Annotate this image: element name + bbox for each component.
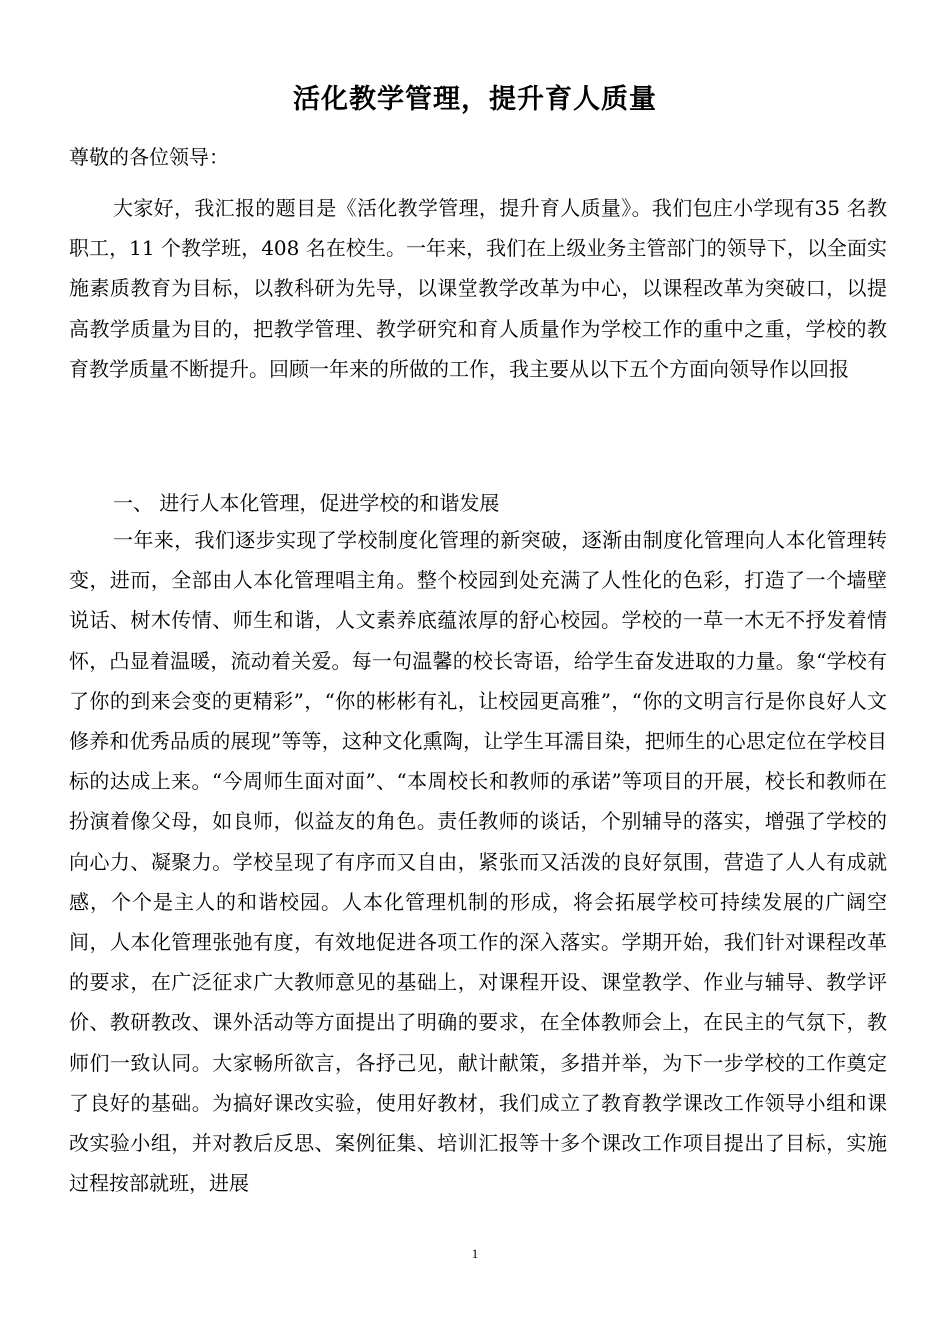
section-heading: 一、 进行人本化管理，促进学校的和谐发展	[113, 491, 500, 515]
document-title: 活化教学管理，提升育人质量	[293, 84, 657, 115]
salutation: 尊敬的各位领导：	[69, 145, 229, 169]
intro-paragraph: 大家好，我汇报的题目是《活化教学管理，提升育人质量》。我们包庄小学现有35 名教职工，11 个教学班，408 名在校生。一年来，我们在上级业务主管部门的领导下，以全面实施素质教育为目标，以教科研为先导，以课堂教学改革为中心，以课程改革为突破口，以提高教学质量为目的，把教学管理、教学研究和育人质量作为学校工作的重中之重，学校的教育教学质量不断提升。回顾一年来的所做的工作，我主要从以下五个方面向领导作以回报	[69, 196, 887, 381]
page-number: 1	[471, 1246, 479, 1261]
section-paragraph: 一年来，我们逐步实现了学校制度化管理的新突破，逐渐由制度化管理向人本化管理转变，进而，全部由人本化管理唱主角。整个校园到处充满了人性化的色彩，打造了一个墙壁说话、树木传情、师生和谐，人文素养底蕴浓厚的舒心校园。学校的一草一木无不抒发着情怀，凸显着温暖，流动着关爱。每一句温馨的校长寄语，给学生奋发进取的力量。象“学校有了你的到来会变的更精彩”，“你的彬彬有礼，让校园更高雅”，“你的文明言行是你良好人文修养和优秀品质的展现”等等，这种文化熏陶，让学生耳濡目染，把师生的心思定位在学校目标的达成上来。“今周师生面对面”、“本周校长和教师的承诺”等项目的开展，校长和教师在扮演着像父母，如良师，似益友的角色。责任教师的谈话，个别辅导的落实，增强了学校的向心力、凝聚力。学校呈现了有序而又自由，紧张而又活泼的良好氛围，营造了人人有成就感，个个是主人的和谐校园。人本化管理机制的形成，将会拓展学校可持续发展的广阔空间，人本化管理张弛有度，有效地促进各项工作的深入落实。学期开始，我们针对课程改革的要求，在广泛征求广大教师意见的基础上，对课程开设、课堂教学、作业与辅导、教学评价、教研教改、课外活动等方面提出了明确的要求，在全体教师会上，在民主的气氛下，教师们一致认同。大家畅所欲言，各抒己见，献计献策，多措并举，为下一步学校的工作奠定了良好的基础。为搞好课改实验，使用好教材，我们成立了教育教学课改工作领导小组和课改实验小组，并对教后反思、案例征集、培训汇报等十多个课改工作项目提出了目标，实施过程按部就班，进展	[69, 528, 887, 1196]
